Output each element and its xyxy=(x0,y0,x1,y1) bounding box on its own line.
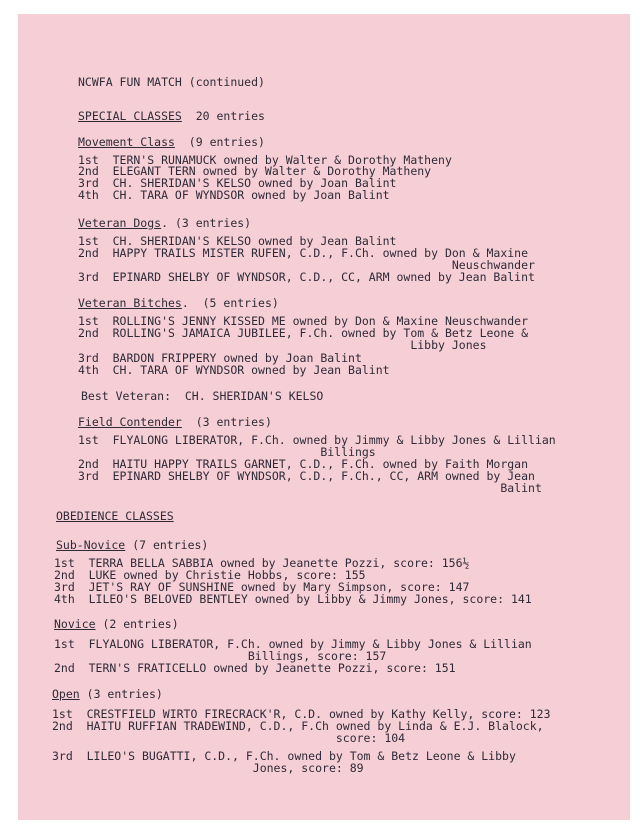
result-line: 4th LILEO'S BELOVED BENTLEY owned by Libby & Jimmy Jones, score: 141 xyxy=(54,592,532,606)
result-line: 3rd CH. SHERIDAN'S KELSO owned by Joan Balint xyxy=(78,176,397,190)
special-classes-entries: 20 entries xyxy=(195,109,265,123)
field-contender-title: Field Contender xyxy=(78,415,182,429)
result-line: Neuschwander xyxy=(78,258,535,272)
result-line: 1st CH. SHERIDAN'S KELSO owned by Jean Balint xyxy=(78,234,397,248)
best-veteran-line: Best Veteran: CH. SHERIDAN'S KELSO xyxy=(81,389,324,403)
veteran-dogs-heading xyxy=(78,217,251,229)
result-line: 3rd BARDON FRIPPERY owned by Joan Balint xyxy=(78,351,362,365)
result-line: 4th CH. TARA OF WYNDSOR owned by Jean Balint xyxy=(78,363,390,377)
result-line: Jones, score: 89 xyxy=(52,761,364,775)
result-line: 1st CRESTFIELD WIRTO FIRECRACK'R, C.D. owned by Kathy Kelly, score: 123 xyxy=(52,707,551,721)
result-line: 3rd JET'S RAY OF SUNSHINE owned by Mary Simpson, score: 147 xyxy=(54,580,470,594)
result-line: 2nd ELEGANT TERN owned by Walter & Dorothy Matheny xyxy=(78,164,432,178)
result-line: 1st TERRA BELLA SABBIA owned by Jeanette Pozzi, score: 156½ xyxy=(54,556,470,570)
veteran-dogs-entries: . (3 entries) xyxy=(161,216,252,230)
novice-title: Novice xyxy=(54,617,96,631)
result-line: 2nd TERN'S FRATICELLO owned by Jeanette Pozzi, score: 151 xyxy=(54,661,456,675)
page-header: NCWFA FUN MATCH (continued) xyxy=(78,75,265,89)
result-line: Billings xyxy=(78,445,376,459)
result-line: 2nd LUKE owned by Christie Hobbs, score: 155 xyxy=(54,568,366,582)
result-line: 2nd HAPPY TRAILS MISTER RUFEN, C.D., F.Ch. owned by Don & Maxine xyxy=(78,246,529,260)
veteran-bitches-heading xyxy=(78,297,279,309)
field-contender-entries: (3 entries) xyxy=(195,415,272,429)
result-line: 3rd LILEO'S BUGATTI, C.D., F.Ch. owned by Tom & Betz Leone & Libby xyxy=(52,749,516,763)
result-line: 1st TERN'S RUNAMUCK owned by Walter & Dorothy Matheny xyxy=(78,153,452,167)
result-line: 1st ROLLING'S JENNY KISSED ME owned by Don & Maxine Neuschwander xyxy=(78,314,529,328)
obedience-classes-heading: OBEDIENCE CLASSES xyxy=(56,509,174,523)
result-line: 3rd EPINARD SHELBY OF WYNDSOR, C.D., F.Ch., CC, ARM owned by Jean xyxy=(78,469,535,483)
result-line: score: 104 xyxy=(52,731,406,745)
subnovice-title: Sub-Novice xyxy=(56,538,126,552)
result-line: Balint xyxy=(78,481,542,495)
result-line: 3rd EPINARD SHELBY OF WYNDSOR, C.D., CC, ARM owned by Jean Balint xyxy=(78,270,535,284)
veteran-dogs-title: Veteran Dogs xyxy=(78,216,162,230)
veteran-bitches-entries: . (5 entries) xyxy=(181,296,279,310)
subnovice-entries: (7 entries) xyxy=(132,538,209,552)
field-contender-heading xyxy=(78,416,272,428)
novice-entries: (2 entries) xyxy=(102,617,179,631)
novice-heading xyxy=(54,618,179,630)
result-line: 2nd HAITU HAPPY TRAILS GARNET, C.D., F.Ch. owned by Faith Morgan xyxy=(78,457,529,471)
result-line: 2nd HAITU RUFFIAN TRADEWIND, C.D., F.Ch owned by Linda & E.J. Blalock, xyxy=(52,719,544,733)
open-heading xyxy=(52,688,163,700)
veteran-bitches-title: Veteran Bitches xyxy=(78,296,182,310)
special-classes-heading xyxy=(78,110,265,122)
result-line: Libby Jones xyxy=(78,338,487,352)
result-line: 4th CH. TARA OF WYNDSOR owned by Joan Balint xyxy=(78,188,390,202)
movement-class-title: Movement Class xyxy=(78,135,175,149)
subnovice-heading xyxy=(56,539,208,551)
result-line: Billings, score: 157 xyxy=(54,649,387,663)
document-page xyxy=(18,14,630,820)
result-line: 2nd ROLLING'S JAMAICA JUBILEE, F.Ch. owned by Tom & Betz Leone & xyxy=(78,326,529,340)
result-line: 1st FLYALONG LIBERATOR, F.Ch. owned by Jimmy & Libby Jones & Lillian xyxy=(54,637,532,651)
movement-class-entries: (9 entries) xyxy=(188,135,265,149)
special-classes-title: SPECIAL CLASSES xyxy=(78,109,182,123)
movement-class-heading xyxy=(78,136,265,148)
result-line: 1st FLYALONG LIBERATOR, F.Ch. owned by Jimmy & Libby Jones & Lillian xyxy=(78,433,556,447)
open-title: Open xyxy=(52,687,80,701)
open-entries: (3 entries) xyxy=(86,687,163,701)
